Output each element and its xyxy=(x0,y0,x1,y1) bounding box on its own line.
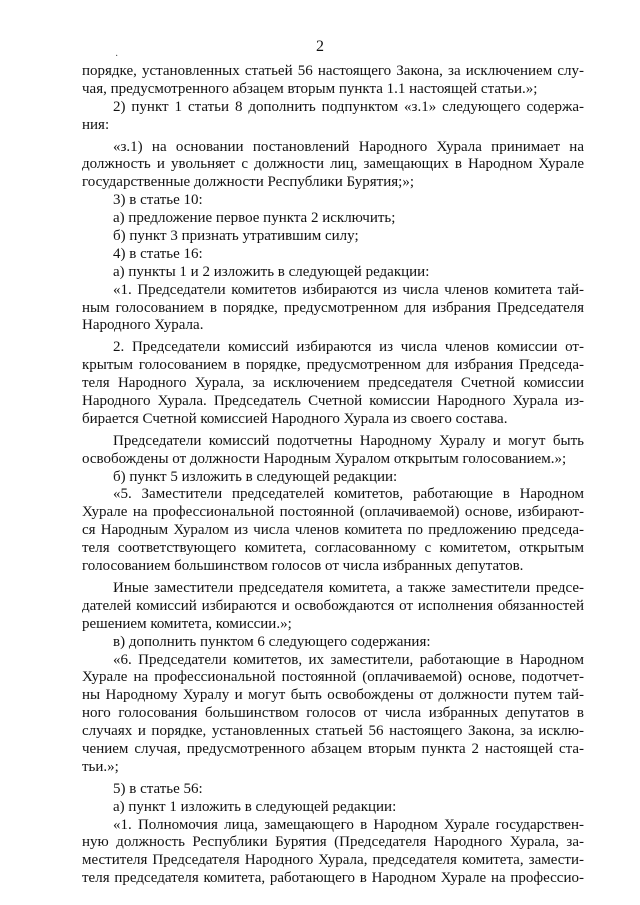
text-line: «6. Председатели комитетов, их заместители, работающие в Народном xyxy=(113,651,584,668)
text-line: ным голосованием в порядке, предусмотренном для избрания Председателя xyxy=(82,299,584,316)
text-line: в) дополнить пунктом 6 следующего содержания: xyxy=(113,633,431,650)
text-line: ся Народным Хуралом из числа членов комитета по предложению председа- xyxy=(82,522,584,539)
text-line: Председатели комиссий подотчетны Народному Хуралу и могут быть xyxy=(113,432,584,449)
text-line: Хурале на профессиональной постоянной (оплачиваемой) основе, подотчет- xyxy=(82,669,584,686)
text-line: случаях и порядке, установленных статьей 56 настоящего Закона, за исклю- xyxy=(82,723,584,740)
text-line: 3) в статье 10: xyxy=(113,192,203,209)
text-line: б) пункт 3 признать утратившим силу; xyxy=(113,228,359,245)
text-line: 5) в статье 56: xyxy=(113,780,203,797)
text-line: 2. Председатели комиссий избираются из числа членов комиссии от- xyxy=(113,339,584,356)
text-line: «1. Председатели комитетов избираются из числа членов комитета тай- xyxy=(113,281,584,298)
text-line: 2) пункт 1 статьи 8 дополнить подпунктом «з.1» следующего содержа- xyxy=(113,98,584,115)
text-line: порядке, установленных статьей 56 настоящего Закона, за исключением слу- xyxy=(82,63,584,79)
text-line: Иные заместители председателя комитета, а также заместители предсе- xyxy=(113,579,584,596)
text-line: теля Народного Хурала, за исключением председателя Счетной комиссии xyxy=(82,375,584,392)
text-line: тьи.»; xyxy=(82,758,119,775)
text-line: «1. Полномочия лица, замещающего в Народном Хурале государствен- xyxy=(113,816,584,833)
document-body xyxy=(82,63,584,888)
text-line: Хурале на профессиональной постоянной (оплачиваемой) основе, избирают- xyxy=(82,504,584,521)
text-line: а) пункты 1 и 2 изложить в следующей редакции: xyxy=(113,263,430,280)
text-line: Народного Хурала. xyxy=(82,317,204,334)
text-line: решением комитета, комиссии.»; xyxy=(82,615,292,632)
text-line: местителя Председателя Народного Хурала, председателя комитета, замести- xyxy=(82,852,584,869)
text-line: а) предложение первое пункта 2 исключить; xyxy=(113,210,396,227)
text-line: освобождены от должности Народным Хуралом открытым голосованием.»; xyxy=(82,450,567,467)
text-line: ния: xyxy=(82,116,110,133)
text-line: ную должность Республики Бурятия (Председателя Народного Хурала, за- xyxy=(82,834,584,851)
text-line: 4) в статье 16: xyxy=(113,245,203,262)
text-line: должность и увольняет с должности лиц, замещающих в Народном Хурале xyxy=(82,156,584,173)
text-line: б) пункт 5 изложить в следующей редакции: xyxy=(113,468,398,485)
text-line: ного голосования большинством голосов от числа избранных депутатов в xyxy=(82,705,584,722)
scan-dot: · xyxy=(115,51,119,62)
text-line: ны Народному Хуралу и могут быть освобождены от должности путем тай- xyxy=(82,687,584,704)
text-line: дателей комиссий избираются и освобождаются от исполнения обязанностей xyxy=(82,597,584,614)
text-line: теля председателя комитета, работающего в Народном Хурале на профессио- xyxy=(82,870,584,887)
text-line: крытым голосованием в порядке, предусмотренном для избрания Председа- xyxy=(82,357,584,374)
text-line: чением случая, предусмотренного абзацем вторым пункта 2 настоящей ста- xyxy=(82,740,584,757)
text-line: «з.1) на основании постановлений Народного Хурала принимает на xyxy=(113,138,584,155)
page-number: 2 xyxy=(316,38,324,55)
text-line: теля соответствующего комитета, согласованному с комитетом, открытым xyxy=(82,540,584,557)
text-line: бирается Счетной комиссией Народного Хурала из своего состава. xyxy=(82,410,508,427)
text-line: «5. Заместители председателей комитетов, работающие в Народном xyxy=(113,486,584,503)
text-line: чая, предусмотренного абзацем вторым пункта 1.1 настоящей статьи.»; xyxy=(82,80,538,97)
text-line: голосованием большинством голосов от числа избранных депутатов. xyxy=(82,558,524,575)
text-line: государственные должности Республики Бурятия;»; xyxy=(82,174,414,191)
text-line: Народного Хурала. Председатель Счетной комиссии Народного Хурала из- xyxy=(82,393,584,410)
text-line: а) пункт 1 изложить в следующей редакции: xyxy=(113,798,397,815)
